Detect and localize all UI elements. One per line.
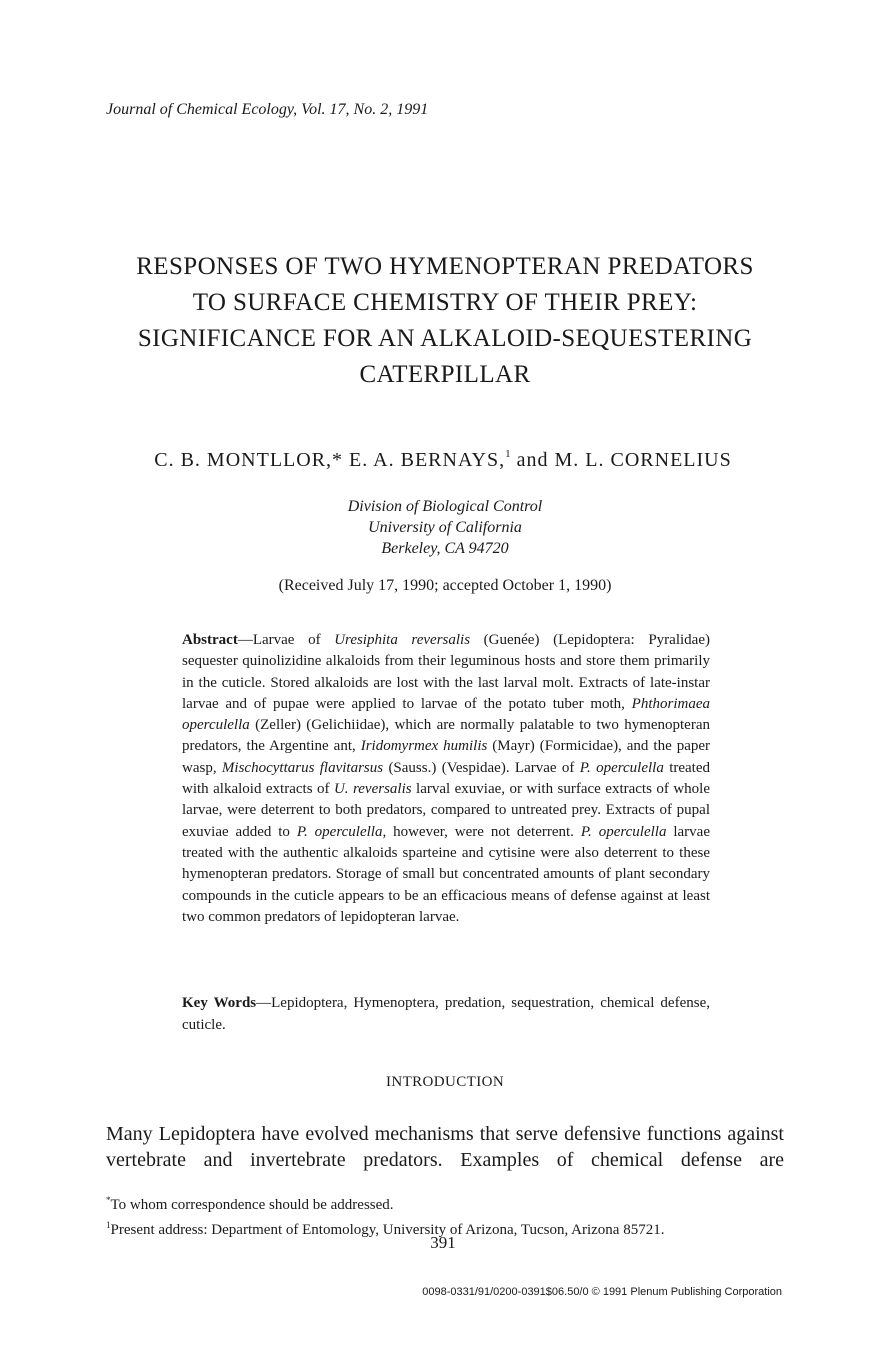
copyright-line: 0098-0331/91/0200-0391$06.50/0 © 1991 Plenum Publishing Corporation [422,1286,782,1298]
page-number: 391 [430,1233,456,1252]
abstract-text: (Mayr) (Formicidae), and the paper wasp, [182,738,711,776]
author-conjunction: and [510,449,555,471]
abstract-text: larvae treated with the authentic alkaloids sparteine and cytisine were also deterrent to these hymenopteran predators. Storage of small but concentrated amounts of plant secondary compounds in the cuticle appears to be an efficacious means of defense against at least two common predators of lepidopteran larvae. [182,823,710,925]
title-line: RESPONSES OF TWO HYMENOPTERAN PREDATORS [136,253,754,280]
species-name: P. operculella [296,823,383,840]
section-heading-introduction: INTRODUCTION [385,1074,505,1090]
introduction-paragraph: Many Lepidoptera have evolved mechanisms that serve defensive functions against vertebrate and invertebrate predators. Examples of chemical defense are [106,1123,784,1171]
abstract-text: (Guenée) (Lepidoptera: Pyralidae) sequester quinolizidine alkaloids from their leguminous hosts and store them primarily in the cuticle. Stored alkaloids are lost with the last larval molt. Extracts of late-instar larvae and of pupae were applied to larvae of the potato tuber moth, [182,632,710,712]
affiliation-university: University of California [368,519,522,536]
key-words-text: —Lepidoptera, Hymenoptera, predation, sequestration, chemical defense, cuticle. [182,995,710,1033]
species-name: Phthorimaea operculella [182,695,710,734]
footnote-correspondence [106,1190,796,1215]
key-words-label: Key Words [182,995,257,1011]
affiliation-city: Berkeley, CA 94720 [381,540,509,557]
paper-title [60,249,830,393]
abstract-text: treated with alkaloid extracts of [182,759,710,798]
author-list [0,448,886,472]
abstract-text: , however, were not deterrent. [382,823,581,840]
author-montllor: C. B. MONTLLOR,* [154,449,350,471]
author-bernays: E. A. BERNAYS, [349,449,506,471]
title-line: SIGNIFICANCE FOR AN ALKALOID-SEQUESTERING [137,325,753,352]
species-name: Iridomyrmex humilis [360,738,488,755]
abstract-text: (Sauss.) (Vespidae). Larvae of [383,759,580,776]
affiliation-division: Division of Biological Control [347,498,543,515]
footnote-text: To whom correspondence should be addressed. [110,1197,394,1213]
abstract-label: Abstract [182,632,238,648]
species-name: P. operculella [580,823,667,840]
abstract-text: (Zeller) (Gelichiidae), which are normally palatable to two hymenopteran predators, the Argentine ant, [182,717,710,755]
footnote-text: Present address: Department of Entomology, University of Arizona, Tucson, Arizona 85721. [110,1222,665,1238]
author-footnote-mark: 1 [505,448,511,460]
abstract [182,630,710,928]
species-name: Uresiphita reversalis [334,632,471,648]
journal-header: Journal of Chemical Ecology, Vol. 17, No. 2, 1991 [106,101,429,118]
key-words [182,993,710,1036]
title-line: TO SURFACE CHEMISTRY OF THEIR PREY: [192,289,698,316]
author-cornelius: M. L. CORNELIUS [554,449,732,471]
received-dates: (Received July 17, 1990; accepted October 1, 1990) [278,577,612,594]
footnote-mark: 1 [106,1220,111,1230]
species-name: U. reversalis [333,781,412,798]
title-line: CATERPILLAR [359,361,531,388]
affiliation [0,496,886,559]
species-name: Mischocyttarus flavitarsus [221,759,384,776]
footnote-mark: * [106,1195,111,1205]
abstract-text: —Larvae of [237,632,335,648]
species-name: P. operculella [579,759,664,776]
abstract-text: larval exuviae, or with surface extracts of whole larvae, were deterrent to both predators, compared to untreated prey. Extracts of pupal exuviae added to [182,781,710,840]
